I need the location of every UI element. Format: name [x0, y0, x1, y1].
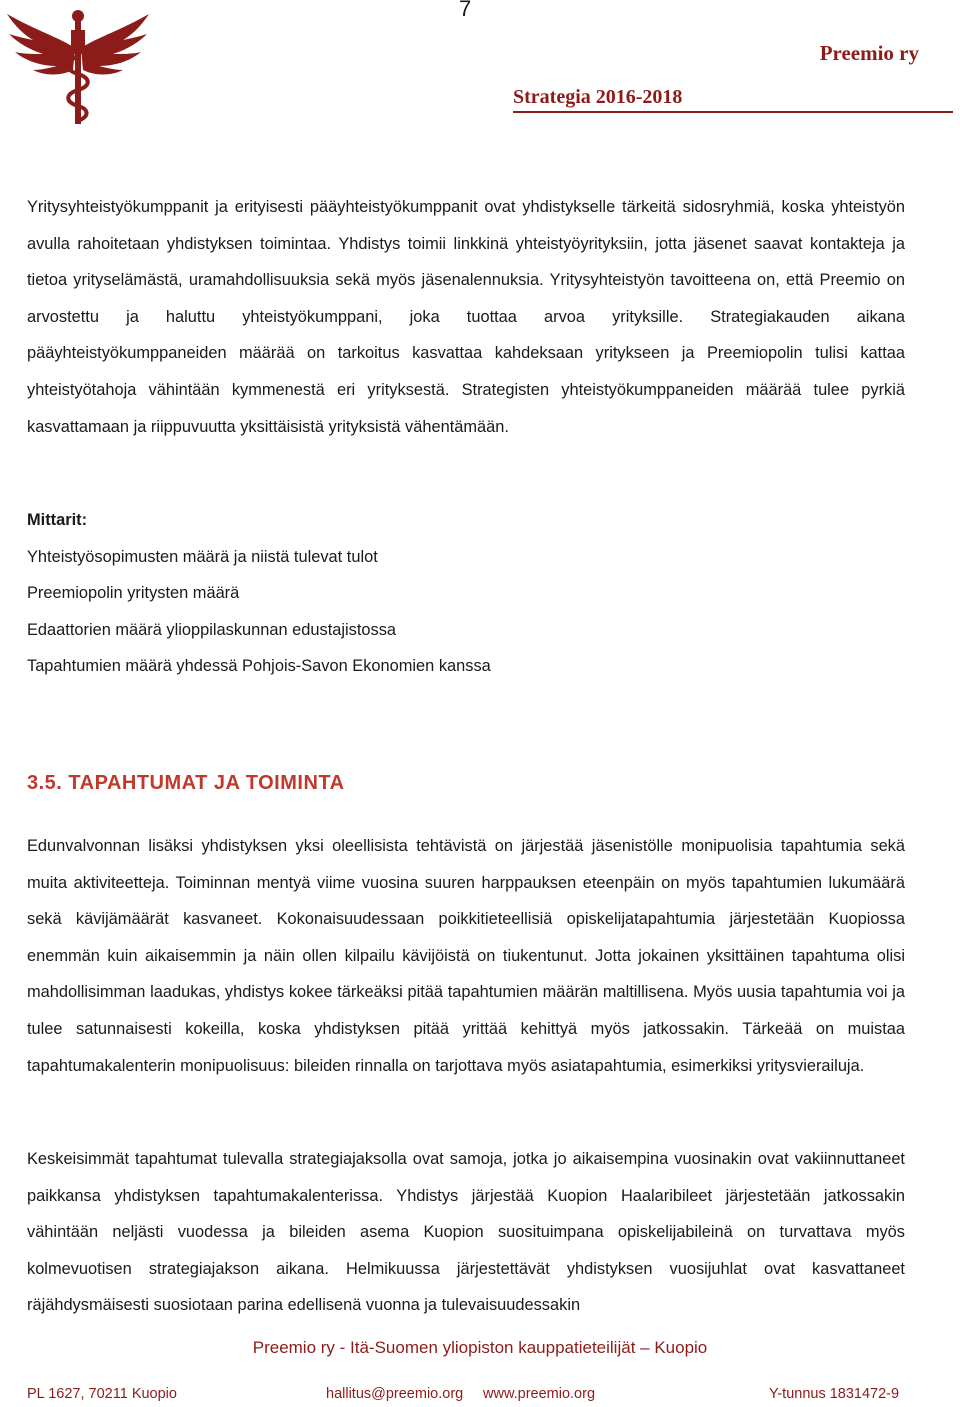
footer-address: PL 1627, 70211 Kuopio [27, 1386, 177, 1402]
metric-item: Tapahtumien määrä yhdessä Pohjois-Savon Ekonomien kanssa [27, 657, 491, 676]
body-section-partnerships [27, 189, 905, 445]
paragraph-key-events: Keskeisimmät tapahtumat tulevalla strategiajaksolla ovat samoja, jotka jo aikaisempina vuosinakin ovat vakiinnuttaneet paikkansa yhdistyksen tapahtumakalenterissa. Yhdistys järjestää Kuopion Haalaribileet järjestetään jatkossakin vähintään neljästi vuodessa ja bileiden asema Kuopion suosituimpana opiskelijabileinä on turvattava myös kolmevuotisen strategiajakson aikana. Helmikuussa järjestettävät yhdistyksen vuosijuhlat ovat kasvattaneet räjähdysmäisesti suosiotaan parina edellisenä vuonna ja tulevaisuudessakin [27, 1150, 905, 1315]
footer-organization: Preemio ry - Itä-Suomen yliopiston kauppatieteilijät – Kuopio [252, 1338, 708, 1357]
section-heading: 3.5. TAPAHTUMAT JA TOIMINTA [27, 772, 345, 794]
page-number: 7 [459, 0, 472, 21]
footer-business-id: Y-tunnus 1831472-9 [769, 1386, 900, 1402]
organization-name: Preemio ry [819, 41, 919, 65]
metrics-section [27, 502, 905, 685]
document-title: Strategia 2016-2018 [513, 86, 953, 113]
metric-item: Edaattorien määrä ylioppilaskunnan edustajistossa [27, 620, 397, 639]
body-section-key-events [27, 1141, 905, 1324]
caduceus-logo-icon [5, 8, 151, 128]
footer-email[interactable]: hallitus@preemio.org [326, 1386, 464, 1402]
footer-website[interactable]: www.preemio.org [483, 1386, 596, 1402]
metric-item: Preemiopolin yritysten määrä [27, 584, 240, 603]
metrics-label: Mittarit: [27, 511, 88, 529]
body-section-events [27, 828, 905, 1084]
metric-item: Yhteistyösopimusten määrä ja niistä tulevat tulot [27, 547, 378, 566]
paragraph-partnerships: Yritysyhteistyökumppanit ja erityisesti pääyhteistyökumppanit ovat yhdistykselle tärkeitä sidosryhmiä, koska yhteistyön avulla rahoitetaan yhdistyksen toimintaa. Yhdistys toimii linkkinä yhteistyöyrityksiin, jotta jäsenet saavat kontakteja ja tietoa yrityselämästä, uramahdollisuuksia sekä myös jäsenalennuksia. Yritysyhteistyön tavoitteena on, että Preemio on arvostettu ja haluttu yhteistyökumppani, joka tuottaa arvoa yrityksille. Strategiakauden aikana pääyhteistyökumppaneiden määrää on tarkoitus kasvattaa kahdeksaan yritykseen ja Preemiopolin tulisi kattaa yhteistyötahoja vähintään kymmenestä eri yrityksestä. Strategisten yhteistyökumppaneiden määrää tulee pyrkiä kasvattamaan ja riippuvuutta yksittäisistä yrityksistä vähentämään. [27, 198, 905, 436]
paragraph-events: Edunvalvonnan lisäksi yhdistyksen yksi oleellisista tehtävistä on järjestää jäsenistölle monipuolisia tapahtumia sekä muita aktiviteetteja. Toiminnan mentyä viime vuosina suuren harppauksen eteenpäin on myös tapahtumien lukumäärä sekä kävijämäärät kasvaneet. Kokonaisuudessaan poikkitieteellisiä opiskelijatapahtumia järjestetään Kuopiossa enemmän kuin aikaisemmin ja näin ollen kilpailu kävijöistä on tiukentunut. Jotta jokainen yksittäinen tapahtuma olisi mahdollisimman laadukas, yhdistys kokee tärkeäksi pitää tapahtumien määrän maltillisena. Myös uusia tapahtumia voi ja tulee satunnaisesti kokeilla, koska yhdistyksen pitää yrittää kehittyä myös jatkossakin. Tärkeää on muistaa tapahtumakalenterin monipuolisuus: bileiden rinnalla on tarjottava myös asiatapahtumia, esimerkiksi yritysvierailuja. [27, 837, 905, 1075]
